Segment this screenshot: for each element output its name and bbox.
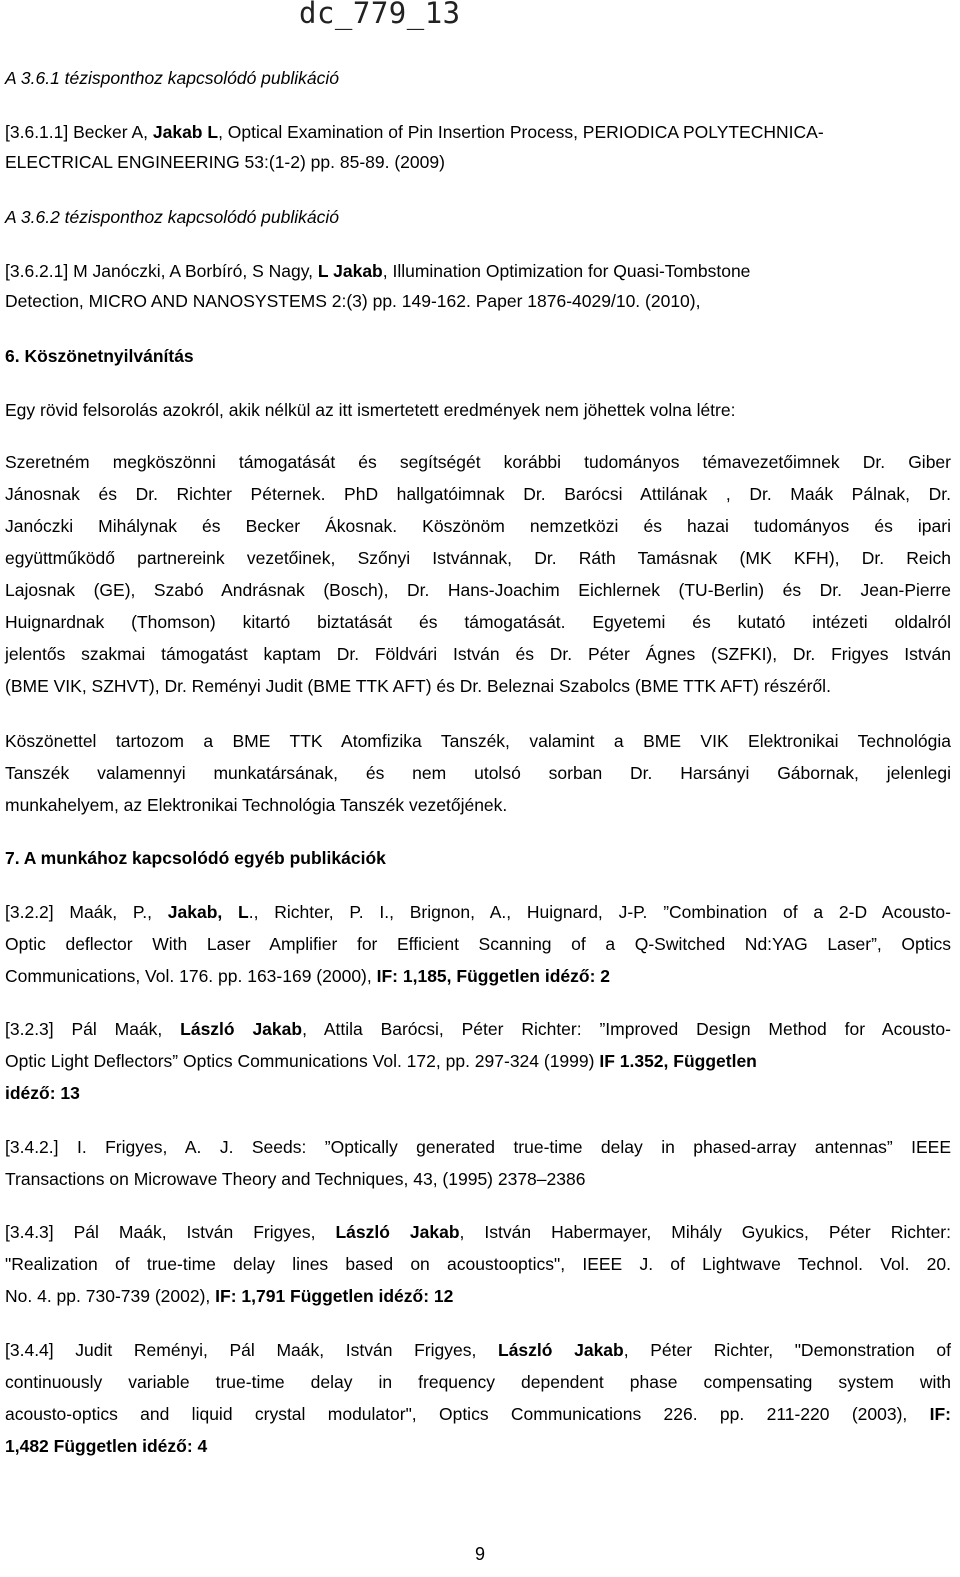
reference-342	[5, 1131, 951, 1195]
impact-factor: IF:	[929, 1404, 951, 1424]
ref-text: , István Habermayer, Mihály Gyukics, Péter Richter:	[459, 1222, 951, 1242]
acknowledgement-paragraph-2	[5, 725, 951, 821]
reference-line: Detection, MICRO AND NANOSYSTEMS 2:(3) pp. 149-162. Paper 1876-4029/10. (2010),	[5, 291, 701, 311]
ref-text: , Attila Barócsi, Péter Richter: ”Improved Design Method for Acousto-	[302, 1019, 951, 1039]
reference-line	[5, 896, 951, 928]
section-361	[5, 63, 951, 93]
reference-line: 1,482 Független idéző: 4	[5, 1436, 208, 1456]
ref-text: [3.2.3] Pál Maák,	[5, 1019, 181, 1039]
reference-line	[5, 960, 951, 992]
acknowledgement-intro-wrap	[5, 394, 951, 426]
ref-text: ., Richter, P. I., Brignon, A., Huignard, J-P. ”Combination of a 2-D Acousto-	[248, 902, 951, 922]
reference-323	[5, 1013, 951, 1109]
reference-3621	[5, 256, 951, 316]
acknowledgement-paragraph-1	[5, 446, 951, 702]
paragraph-line: Köszönettel tartozom a BME TTK Atomfizika Tanszék, valamint a BME VIK Elektronikai Technológia	[5, 731, 951, 751]
reference-line	[5, 1280, 951, 1312]
impact-factor: IF: 1,185, Független idéző: 2	[376, 966, 610, 986]
reference-343	[5, 1216, 951, 1312]
ref-text: [3.6.1.1] Becker A,	[5, 122, 153, 142]
ref-author-bold: Jakab, L	[167, 902, 249, 922]
ref-text: , Péter Richter, "Demonstration of	[623, 1340, 951, 1360]
section-362-heading: A 3.6.2 tézisponthoz kapcsolódó publikáció	[5, 207, 340, 227]
section-6-heading: 6. Köszönetnyilvánítás	[5, 346, 194, 366]
section-7-heading: 7. A munkához kapcsolódó egyéb publikációk	[5, 848, 386, 868]
reference-line: [3.4.2.] I. Frigyes, A. J. Seeds: ”Optically generated true-time delay in phased-array antennas” IEEE	[5, 1137, 951, 1157]
paragraph-line: (BME VIK, SZHVT), Dr. Reményi Judit (BME TTK AFT) és Dr. Beleznai Szabolcs (BME TTK AFT) részéről.	[5, 676, 831, 696]
reference-line	[5, 117, 951, 147]
reference-line	[5, 1013, 951, 1045]
document-id-watermark: dc_779_13	[299, 0, 461, 30]
reference-line: ELECTRICAL ENGINEERING 53:(1-2) pp. 85-89. (2009)	[5, 152, 445, 172]
reference-line: continuously variable true-time delay in frequency dependent phase compensating system with	[5, 1372, 951, 1392]
ref-author-bold: László Jakab	[498, 1340, 624, 1360]
ref-text: , Illumination Optimization for Quasi-Tombstone	[382, 261, 751, 281]
paragraph-line: Huignardnak (Thomson) kitartó biztatását és támogatását. Egyetemi és kutató intézeti oldalról	[5, 612, 951, 632]
ref-text: No. 4. pp. 730-739 (2002),	[5, 1286, 216, 1306]
reference-line	[5, 1045, 951, 1077]
reference-344	[5, 1334, 951, 1462]
reference-3611	[5, 117, 951, 177]
reference-line: idéző: 13	[5, 1083, 80, 1103]
paragraph-line: Lajosnak (GE), Szabó Andrásnak (Bosch), Dr. Hans-Joachim Eichlernek (TU-Berlin) és Dr. Jean-Pierre	[5, 580, 951, 600]
ref-text: Optic Light Deflectors” Optics Communications Vol. 172, pp. 297-324 (1999)	[5, 1051, 600, 1071]
ref-author-bold: L Jakab	[317, 261, 383, 281]
ref-text: , Optical Examination of Pin Insertion Process, PERIODICA POLYTECHNICA-	[218, 122, 824, 142]
section-6-heading-wrap	[5, 340, 951, 372]
paragraph-line: Jánosnak és Dr. Richter Péternek. PhD hallgatóimnak Dr. Barócsi Attilának , Dr. Maák Pálnak, Dr.	[5, 484, 951, 504]
paragraph-line: együttműködő partnereink vezetőinek, Szőnyi Istvánnak, Dr. Ráth Tamásnak (MK KFH), Dr. Reich	[5, 548, 951, 568]
paragraph-line: Janóczki Mihálynak és Becker Ákosnak. Köszönöm nemzetközi és hazai tudományos és ipari	[5, 516, 951, 536]
ref-author-bold: Jakab L	[152, 122, 219, 142]
paragraph-line: jelentős szakmai támogatást kaptam Dr. Földvári István és Dr. Péter Ágnes (SZFKI), Dr. Frigyes István	[5, 644, 951, 664]
ref-text: [3.6.2.1] M Janóczki, A Borbíró, S Nagy,	[5, 261, 318, 281]
page-number: 9	[474, 1544, 485, 1564]
ref-author-bold: László Jakab	[180, 1019, 303, 1039]
reference-line	[5, 1334, 951, 1366]
acknowledgement-intro: Egy rövid felsorolás azokról, akik nélkül az itt ismertetett eredmények nem jöhettek volna létre:	[5, 400, 736, 420]
section-7-heading-wrap	[5, 842, 951, 874]
reference-line	[5, 256, 951, 286]
reference-line: "Realization of true-time delay lines based on acoustooptics", IEEE J. of Lightwave Technol. Vol. 20.	[5, 1254, 951, 1274]
paragraph-line: Tanszék valamennyi munkatársának, és nem utolsó sorban Dr. Harsányi Gábornak, jelenlegi	[5, 763, 951, 783]
impact-factor: IF 1.352, Független	[599, 1051, 757, 1071]
reference-line	[5, 1398, 951, 1430]
ref-author-bold: László Jakab	[335, 1222, 460, 1242]
section-361-heading: A 3.6.1 tézisponthoz kapcsolódó publikáció	[5, 68, 340, 88]
reference-322	[5, 896, 951, 992]
reference-line	[5, 1216, 951, 1248]
ref-text: Communications, Vol. 176. pp. 163-169 (2000),	[5, 966, 377, 986]
reference-line: Optic deflector With Laser Amplifier for Efficient Scanning of a Q-Switched Nd:YAG Laser”, Optics	[5, 934, 951, 954]
ref-text: [3.4.4] Judit Reményi, Pál Maák, István Frigyes,	[5, 1340, 498, 1360]
paragraph-line: Szeretném megköszönni támogatását és segítségét korábbi tudományos témavezetőimnek Dr. Giber	[5, 452, 951, 472]
ref-text: acousto-optics and liquid crystal modulator", Optics Communications 226. pp. 211-220 (2003),	[5, 1404, 930, 1424]
ref-text: [3.4.3] Pál Maák, István Frigyes,	[5, 1222, 336, 1242]
ref-text: [3.2.2] Maák, P.,	[5, 902, 168, 922]
impact-factor: IF: 1,791 Független idéző: 12	[215, 1286, 454, 1306]
paragraph-line: munkahelyem, az Elektronikai Technológia Tanszék vezetőjének.	[5, 795, 508, 815]
section-362	[5, 202, 951, 232]
reference-line: Transactions on Microwave Theory and Techniques, 43, (1995) 2378–2386	[5, 1169, 586, 1189]
